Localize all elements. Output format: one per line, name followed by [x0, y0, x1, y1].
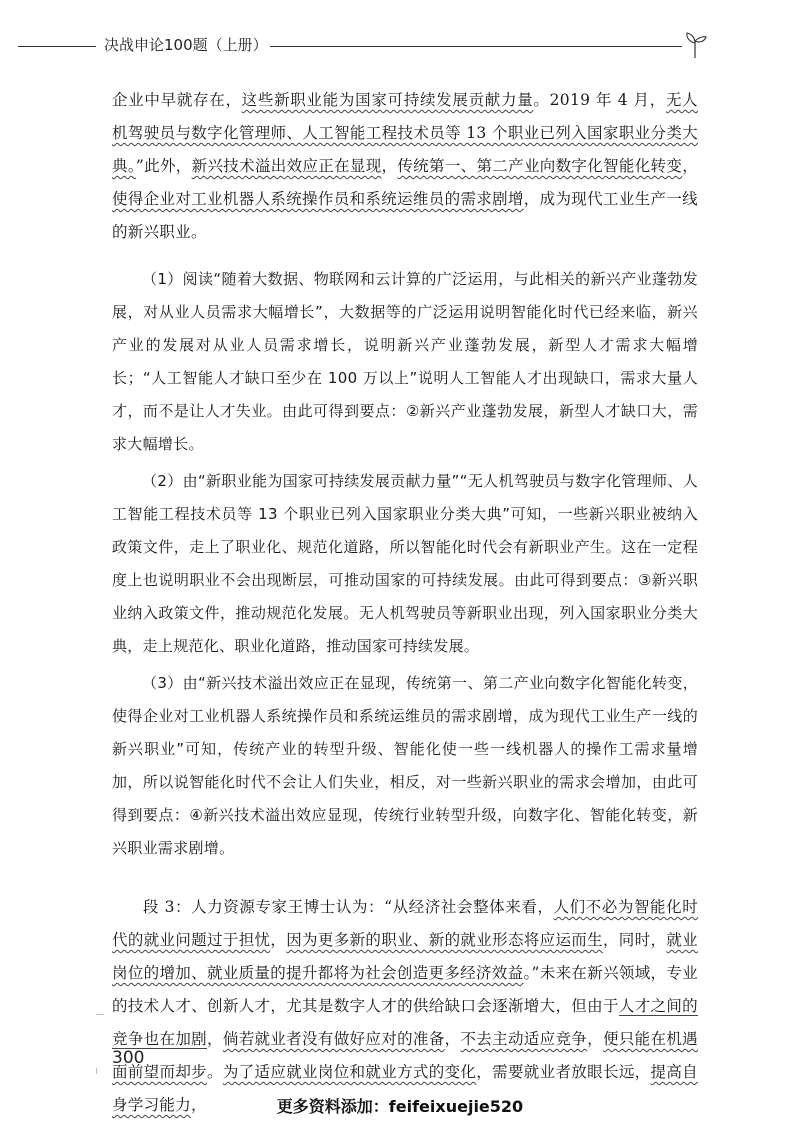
- header-rule-left: [18, 46, 96, 47]
- underlined-text: 就业岗位的增加、就业质量的提升都将为社会创造更多经济效益: [112, 931, 698, 982]
- text-segment: ，需要就业者放眼长远，: [476, 1063, 651, 1081]
- underlined-text: 使得企业对工业机器人系统操作员和系统运维员的需求剧增: [112, 190, 524, 208]
- text-segment: ，同时，: [602, 931, 667, 949]
- underlined-text: 传统第一、第二产业向数字化智能化转变: [397, 157, 683, 175]
- analysis-paragraph-1: （1）阅读“随着大数据、物联网和云计算的广泛运用，与此相关的新兴产业蓬勃发展，对从业人员需求大幅增长”，大数据等的广泛运用说明智能化时代已经来临，新兴产业的发展对从业人员需求增长，说明新兴产业蓬勃发展，新型人才需求大幅增长；“人工智能人才缺口至少在 100 万以上”说明人工智能人才出现缺口，需求大量人才，而不是让人才失业。由此可得到要点：②新兴产业蓬勃发展，新型人才缺口大，需求大幅增长。: [112, 270, 698, 453]
- footer-contact-note: 更多资料添加：feifeixuejie520: [276, 1097, 524, 1116]
- text-segment: ，成为现代工业生产一线的新兴职业。: [112, 190, 698, 241]
- underlined-text: 倘若就业者没有做好应对的准备: [222, 1030, 445, 1048]
- underlined-text: 不去主动适应竞争: [460, 1030, 588, 1048]
- page-number: 300: [112, 1048, 145, 1068]
- text-segment: 企业中早就存在，: [112, 91, 242, 109]
- material-paragraph-3: [112, 891, 698, 1122]
- book-title: 决战申论100题（上册）: [104, 36, 268, 54]
- sprout-icon: [682, 28, 708, 58]
- underlined-text: 因为更多新的职业、新的就业形态将应运而生: [286, 931, 603, 949]
- text-segment: 段 3：人力资源专家王博士认为：“从经济社会整体来看，: [143, 898, 554, 916]
- underlined-text: 人们不必为智能化时代的就业问题过于担忧: [112, 898, 698, 949]
- text-segment: ，: [682, 157, 698, 175]
- header-rule-right: [270, 46, 682, 47]
- text-segment: ，: [191, 1096, 207, 1114]
- text-segment: ，: [587, 1030, 603, 1048]
- page-body: [112, 84, 698, 1122]
- paragraph-continuation: [112, 84, 698, 249]
- scan-mark: [96, 1068, 97, 1074]
- underlined-text: 人才之间的竞争也在加剧: [112, 997, 698, 1048]
- underlined-text: 这些新职业能为国家可持续发展贡献力量: [241, 91, 534, 109]
- analysis-paragraph-3: （3）由“新兴技术溢出效应正在显现，传统第一、第二产业向数字化智能化转变，使得企业对工业机器人系统操作员和系统运维员的需求剧增，成为现代工业生产一线的新兴职业”可知，传统产业的转型升级、智能化使一些一线机器人的操作工需求量增加，所以说智能化时代不会让人们失业，相反，对一些新兴职业的需求会增加，由此可得到要点：④新兴技术溢出效应显现，传统行业转型升级，向数字化、智能化转变，新兴职业需求剧增。: [112, 674, 698, 857]
- text-segment: ”此外，: [135, 157, 192, 175]
- text-segment: ，: [270, 931, 287, 949]
- text-segment: ，: [444, 1030, 461, 1048]
- underlined-text: 便只能在机遇面前望而却步: [112, 1030, 698, 1081]
- underlined-text: 新兴技术溢出效应正在显现: [191, 157, 382, 175]
- scan-mark: [96, 1014, 104, 1015]
- underlined-text: 无人机驾驶员与数字化管理师、人工智能工程技术员等 13 个职业已列入国家职业分类大典。: [112, 91, 698, 175]
- analysis-paragraph-2: （2）由“新职业能为国家可持续发展贡献力量”“无人机驾驶员与数字化管理师、人工智能工程技术员等 13 个职业已列入国家职业分类大典”可知，一些新兴职业被纳入政策文件，走上了职业化、规范化道路，所以智能化时代会有新职业产生。这在一定程度上也说明职业不会出现断层，可推动国家的可持续发展。由此可得到要点：③新兴职业纳入政策文件，推动规范化发展。无人机驾驶员等新职业出现，列入国家职业分类大典，走上规范化、职业化道路，推动国家可持续发展。: [112, 472, 698, 655]
- text-segment: ，: [381, 157, 398, 175]
- running-header: [0, 24, 800, 64]
- text-segment: ，: [207, 1030, 223, 1048]
- underlined-text: 为了适应就业岗位和就业方式的变化: [222, 1063, 477, 1081]
- text-segment: 。”未来在新兴领域，专业的技术人才、创新人才，尤其是数字人才的供给缺口会逐渐增大，但由于: [112, 964, 698, 1015]
- text-segment: 。: [207, 1063, 223, 1081]
- underlined-text: 提高自身学习能力: [112, 1063, 698, 1114]
- text-segment: 。2019 年 4 月，: [533, 91, 666, 109]
